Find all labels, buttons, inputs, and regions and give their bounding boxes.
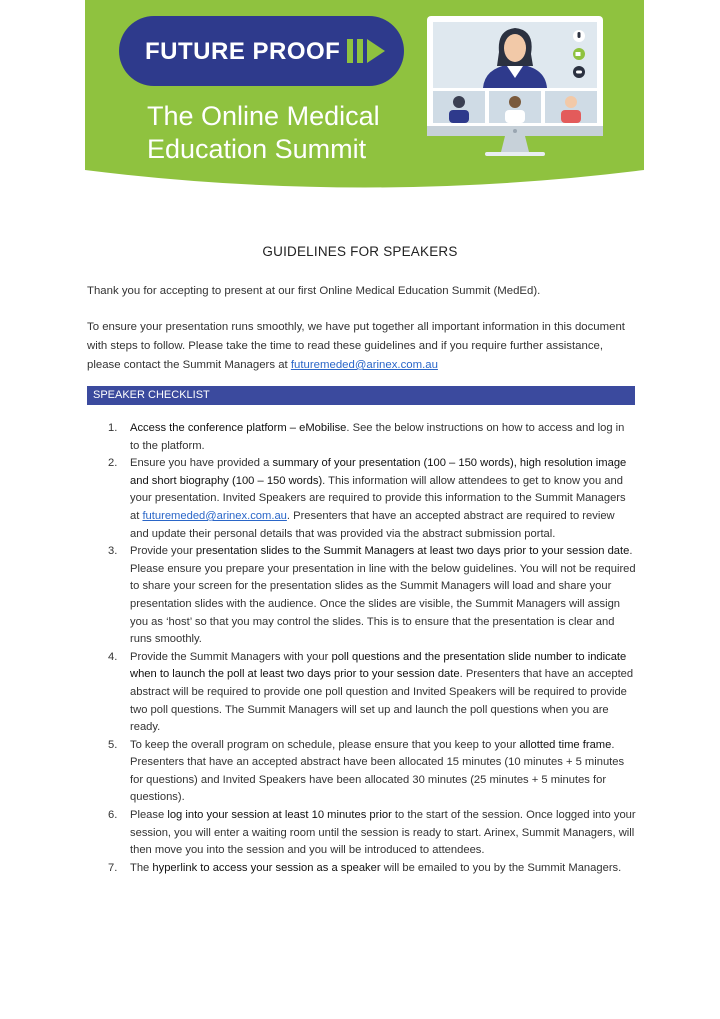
item-text: . This information will allow attendees to get to know you and your presentation. Invited Speakers are required to provide this information to the Summit Managers at xyxy=(130,474,626,522)
summit-title-line1: The Online Medical xyxy=(147,101,380,131)
item-text: will be emailed to you by the Summit Managers. xyxy=(380,861,622,874)
monitor-stand xyxy=(501,136,529,152)
intro-paragraph-2-text: To ensure your presentation runs smoothly, we have put together all important information in this document with steps to follow. Please take the time to read these guidelines and if you require further assistance, please contact the Summit Managers at xyxy=(87,321,625,371)
item-text: . Presenters that have an accepted abstract are required to review and update their personal details that was provided via the abstract submission portal. xyxy=(130,509,615,540)
item-text: Provide the Summit Managers with your xyxy=(130,650,332,663)
item-number: 2. xyxy=(108,457,118,470)
item-text: . Please ensure you prepare your presentation in line with the below guidelines. You will not be required to share your screen for the presentation slides as the Summit Managers will load and share your presentation slides with the audience. Once the slides are visible, the Summit Managers will assign you as ‘host’ so that you may control the slides. This is to ensure that the presentation is clear and runs smoothly. xyxy=(130,545,636,646)
checklist-item-7 xyxy=(108,860,636,878)
item-highlight: allotted time frame xyxy=(519,738,612,751)
contact-email-link[interactable]: futuremeded@arinex.com.au xyxy=(142,509,287,522)
checklist-item-6 xyxy=(108,807,636,860)
item-number: 3. xyxy=(108,545,118,558)
item-highlight: hyperlink to access your session as a speaker xyxy=(152,861,381,874)
summit-title-line2: Education Summit xyxy=(147,134,367,164)
section-header-speaker-checklist xyxy=(87,386,635,405)
logo-play-icon xyxy=(347,36,387,66)
checklist-item-5 xyxy=(108,737,636,807)
item-highlight: summary of your presentation (100 – 150 words), high resolution image and short biography (100 – 150 words) xyxy=(130,457,627,487)
item-number: 7. xyxy=(108,861,118,874)
item-text: To keep the overall program on schedule, please ensure that you keep to your xyxy=(130,738,520,751)
item-text: . Presenters that have an accepted abstract will be required to provide one poll question and Invited Speakers will be required to provide two poll questions. The Summit Managers will set up and launch the poll questions when you are ready. xyxy=(130,668,634,734)
item-text: . Presenters that have an accepted abstract have been allocated 15 minutes (10 minutes + 5 minutes for questions) and Invited Speakers have been allocated 30 minutes (25 minutes + 5 minutes for questions). xyxy=(130,738,625,804)
item-highlight: Access the conference platform – eMobilise xyxy=(130,422,347,434)
summit-title xyxy=(147,100,380,166)
item-highlight: presentation slides to the Summit Managers at least two days prior to your session date xyxy=(195,545,630,558)
checklist-item-4 xyxy=(108,649,636,737)
item-text: . See the below instructions on how to access and log in to the platform. xyxy=(130,422,625,452)
checklist-item-2 xyxy=(108,455,636,543)
item-number: 4. xyxy=(108,650,118,663)
item-text: to the start of the session. Once logged into your session, you will enter a waiting room until the session is ready to start. Arinex, Summit Managers, will then move you into the session and you will be introduced to attendees. xyxy=(130,809,636,857)
speaker-checklist xyxy=(108,420,636,877)
section-title: SPEAKER CHECKLIST xyxy=(93,389,210,401)
checklist-item-3 xyxy=(108,543,636,649)
intro-paragraph-2 xyxy=(87,318,635,375)
monitor-illustration xyxy=(423,16,605,164)
intro-paragraph-1: Thank you for accepting to present at our first Online Medical Education Summit (MedEd). xyxy=(87,285,541,297)
checklist-item-1 xyxy=(108,420,636,455)
item-text: Please xyxy=(130,809,168,822)
item-text: The xyxy=(130,861,153,874)
item-text: Provide your xyxy=(130,545,196,558)
logo-text: FUTURE PROOF xyxy=(145,38,341,65)
item-number: 6. xyxy=(108,809,118,822)
speaker-face-icon xyxy=(504,34,526,62)
item-text: Ensure you have provided a xyxy=(130,457,273,470)
item-highlight: log into your session at least 10 minutes prior xyxy=(167,809,392,822)
header-banner xyxy=(85,0,644,190)
document-title: GUIDELINES FOR SPEAKERS xyxy=(262,244,458,259)
item-highlight: poll questions and the presentation slide number to indicate when to launch the poll at least two days prior to your session date xyxy=(130,650,627,681)
item-number: 1. xyxy=(108,422,118,434)
item-number: 5. xyxy=(108,738,118,751)
contact-email-link[interactable]: futuremeded@arinex.com.au xyxy=(290,359,438,371)
logo-pill xyxy=(119,16,404,86)
